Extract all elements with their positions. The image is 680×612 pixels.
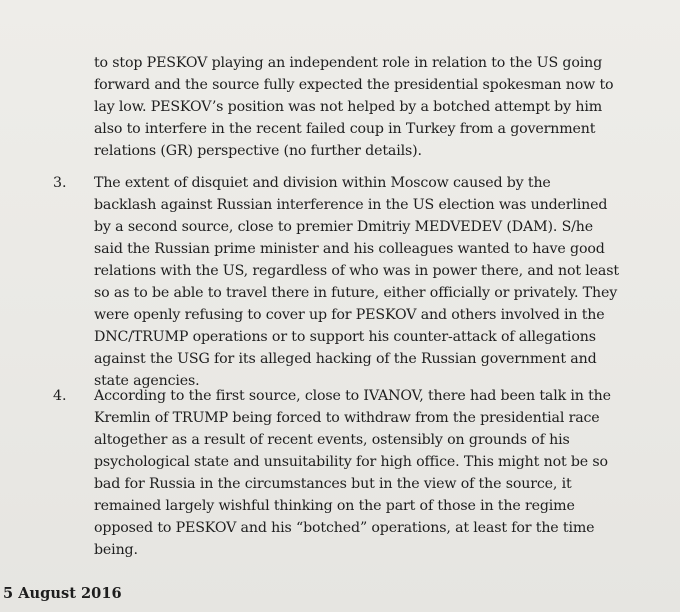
paragraph-continued [94,52,654,162]
text-line: also to interfere in the recent failed coup in Turkey from a government [94,121,596,137]
paragraph-3 [94,172,654,392]
text-line: psychological state and unsuitability for high office. This might not be so [94,454,608,470]
text-line: lay low. PESKOV’s position was not helped by a botched attempt by him [94,99,603,115]
text-line: state agencies. [94,373,200,389]
text-line: against the USG for its alleged hacking of the Russian government and [94,351,597,367]
text-line: The extent of disquiet and division within Moscow caused by the [94,175,551,191]
text-line: forward and the source fully expected the presidential spokesman now to [94,77,614,93]
text-line: DNC/TRUMP operations or to support his counter-attack of allegations [94,329,596,345]
text-line: to stop PESKOV playing an independent role in relation to the US going [94,55,603,71]
text-line: being. [94,542,138,558]
text-line: bad for Russia in the circumstances but in the view of the source, it [94,476,572,492]
text-line: were openly refusing to cover up for PESKOV and others involved in the [94,307,605,323]
text-line: altogether as a result of recent events, ostensibly on grounds of his [94,432,570,448]
text-line: by a second source, close to premier Dmitriy MEDVEDEV (DAM). S/he [94,219,594,235]
text-line: backlash against Russian interference in the US election was underlined [94,197,608,213]
paragraph-number: 3. [53,175,67,191]
paragraph-4 [94,385,654,561]
text-line: relations (GR) perspective (no further details). [94,143,422,159]
paragraph-number: 4. [53,388,67,404]
text-line: Kremlin of TRUMP being forced to withdraw from the presidential race [94,410,600,426]
document-date: 5 August 2016 [3,585,122,602]
text-line: relations with the US, regardless of who was in power there, and not least [94,263,619,279]
text-line: remained largely wishful thinking on the part of those in the regime [94,498,575,514]
text-line: According to the first source, close to IVANOV, there had been talk in the [94,388,611,404]
text-line: said the Russian prime minister and his colleagues wanted to have good [94,241,605,257]
text-line: opposed to PESKOV and his “botched” operations, at least for the time [94,520,595,536]
text-line: so as to be able to travel there in future, either officially or privately. They [94,285,618,301]
